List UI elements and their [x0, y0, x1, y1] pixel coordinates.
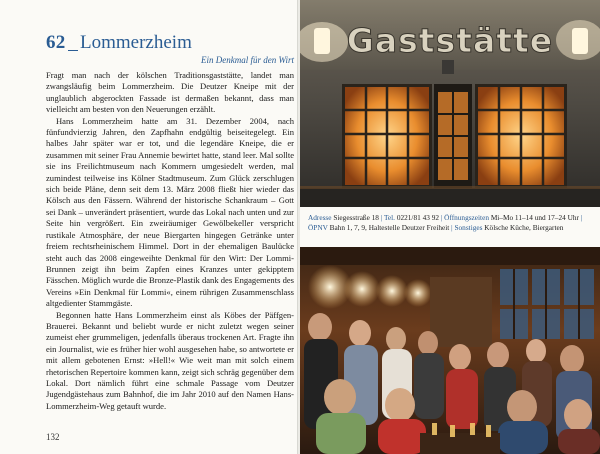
- separator: |: [451, 223, 453, 232]
- separator: |: [440, 213, 443, 222]
- phone-value: 0221/81 43 92: [396, 213, 439, 222]
- chapter-subtitle: Ein Denkmal für den Wirt: [201, 55, 294, 65]
- hours-label: Öffnungszeiten: [444, 213, 489, 222]
- transit-label: ÖPNV: [308, 223, 328, 232]
- paragraph-1: Fragt man nach der kölschen Traditionsgaststätte, landet man zwangsläufig beim Lommerzheim. Die Deutzer Kneipe mit der unglaublich abgerockten Fassade ist dermaßen bekannt, dass man vielleicht am besten von den Neuerungen erzählt.: [46, 70, 294, 115]
- separator: |: [580, 213, 583, 222]
- page-number: 132: [46, 432, 60, 442]
- interior-photo: [300, 247, 600, 454]
- chapter-number: 62: [46, 32, 66, 53]
- left-page: [0, 0, 298, 454]
- phone-label: Tel.: [383, 213, 395, 222]
- address-label: Adresse: [308, 213, 332, 222]
- chapter-title: Lommerzheim: [80, 32, 192, 53]
- info-caption: [308, 213, 592, 233]
- other-value: Kölsche Küche, Biergarten: [484, 223, 564, 232]
- paragraph-3: Begonnen hatte Hans Lommerzheim einst als Köbes der Päffgen-Brauerei. Bekannt und beliebt wurde er nicht zuletzt wegen seiner zumeist eher grummeligen, jedenfalls überaus trockenen Art. Fragte ihn ein Journalist, wie es früher hier wohl ausgesehen habe, so antwortete er mit allem gebotenen Ernst: »Hell!« Wie weit man mit solch einem rhetorischen Repertoire kommen kann, zeigt sich schräg gegenüber dem Lokal. Dort nämlich führt eine schmale Passage vom Deutzer Jugendgästehaus zum Bahnhof, die im Jahr 2010 auf den Namen Hans-Lommerzheim-Weg getauft wurde.: [46, 309, 294, 411]
- hours-value: Mi–Mo 11–14 und 17–24 Uhr: [490, 213, 579, 222]
- separator: |: [380, 213, 383, 222]
- paragraph-2: Hans Lommerzheim hatte am 31. Dezember 2004, nach fünfundvierzig Jahren, den Zapfhahn endgültig beiseitegelegt. Ein halbes Jahr später war er tot, und die legendäre Kneipe, die er zusammen mit seiner Frau Annemie bewirtet hatte, stand leer. Mal sollte sie ins Freilichtmuseum nach Kommern umgesiedelt werden, mal zumindest teilweise ins Kölner Stadtmuseum. Zum Glück zerschlugen sich beide Pläne, denn seit dem 13. März 2008 fließt hier wieder das Kölsch aus den Fässern. Während der historische Schankraum – Gott sei Dank – unverändert präsentiert, wurde das Lokal nach unten und zur Seite hin vergrößert. Ein zweiräumiger Gewölbekeller verspricht rustikale Atmosphäre, der neue Biergarten hingegen Getränke unter freiem rechtsrheinischem Himmel. Dort in der ehemaligen Baulücke steht auch das 2008 eingeweihte Denkmal für den Wirt: Der Lommi-Brunnen zeigt ihn beim Zapfen eines Kranzes unter gekipptem Fässchen. Möglich wurde die Bronze-Plastik dank des Engagements des Vereins »Ein Denkmal für Lommi«, einem rührigen Zusammenschlass altgedienter Stammgäste.: [46, 115, 294, 309]
- chapter-heading: [46, 32, 286, 56]
- transit-value: Bahn 1, 7, 9, Haltestelle Deutzer Freiheit: [329, 223, 450, 232]
- body-text: [46, 70, 294, 412]
- facade-photo: [300, 0, 600, 207]
- facade-sign: Gaststätte: [346, 21, 554, 60]
- chapter-rule: [68, 50, 78, 51]
- other-label: Sonstiges: [454, 223, 483, 232]
- address-value: Siegesstraße 18: [333, 213, 379, 222]
